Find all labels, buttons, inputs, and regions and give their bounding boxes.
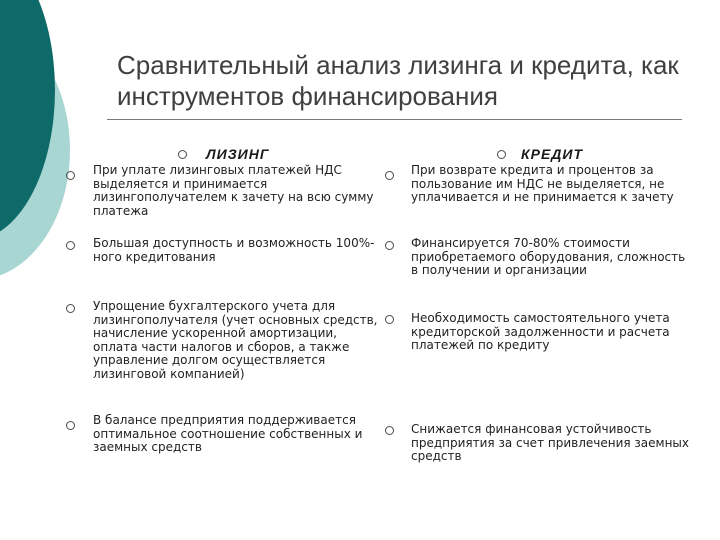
header-leasing: ЛИЗИНГ	[206, 146, 270, 162]
row-1-leasing: При уплате лизинговых платежей НДС выделяется и принимается лизингополучателем к зачету на всю сумму платежа	[93, 163, 374, 218]
decorative-circles	[0, 0, 90, 300]
bullet-icon	[66, 241, 75, 250]
row-3-credit: Необходимость самостоятельного учета кредиторской задолженности и расчета платежей по кредиту	[411, 311, 670, 352]
bullet-icon	[385, 426, 394, 435]
row-2-credit: Финансируется 70-80% стоимости приобретаемого оборудования, сложность в получении и организации	[411, 236, 686, 277]
bullet-icon	[385, 241, 394, 250]
row-1-credit: При возврате кредита и процентов за пользование им НДС не выделяется, не уплачивается и не принимается к зачету	[411, 163, 674, 204]
bullet-icon	[66, 421, 75, 430]
row-3-leasing: Упрощение бухгалтерского учета для лизингополучателя (учет основных средств, начисление ускоренной амортизации, оплата части налогов и сборов, а также управление долгом осуществляется лизинговой компанией)	[93, 299, 378, 381]
bullet-icon	[66, 304, 75, 313]
row-4-leasing: В балансе предприятия поддерживается оптимальное соотношение собственных и заемных средств	[93, 413, 363, 454]
slide-title: Сравнительный анализ лизинга и кредита, как инструментов финансирования	[117, 50, 679, 111]
bullet-icon	[385, 171, 394, 180]
row-4-credit: Снижается финансовая устойчивость предприятия за счет привлечения заемных средств	[411, 422, 689, 463]
bullet-icon	[385, 315, 394, 324]
header-credit: КРЕДИТ	[521, 146, 584, 162]
row-2-leasing: Большая доступность и возможность 100%-ного кредитования	[93, 236, 375, 264]
bullet-icon	[178, 150, 187, 159]
title-divider	[107, 119, 682, 120]
bullet-icon	[497, 150, 506, 159]
bullet-icon	[66, 171, 75, 180]
